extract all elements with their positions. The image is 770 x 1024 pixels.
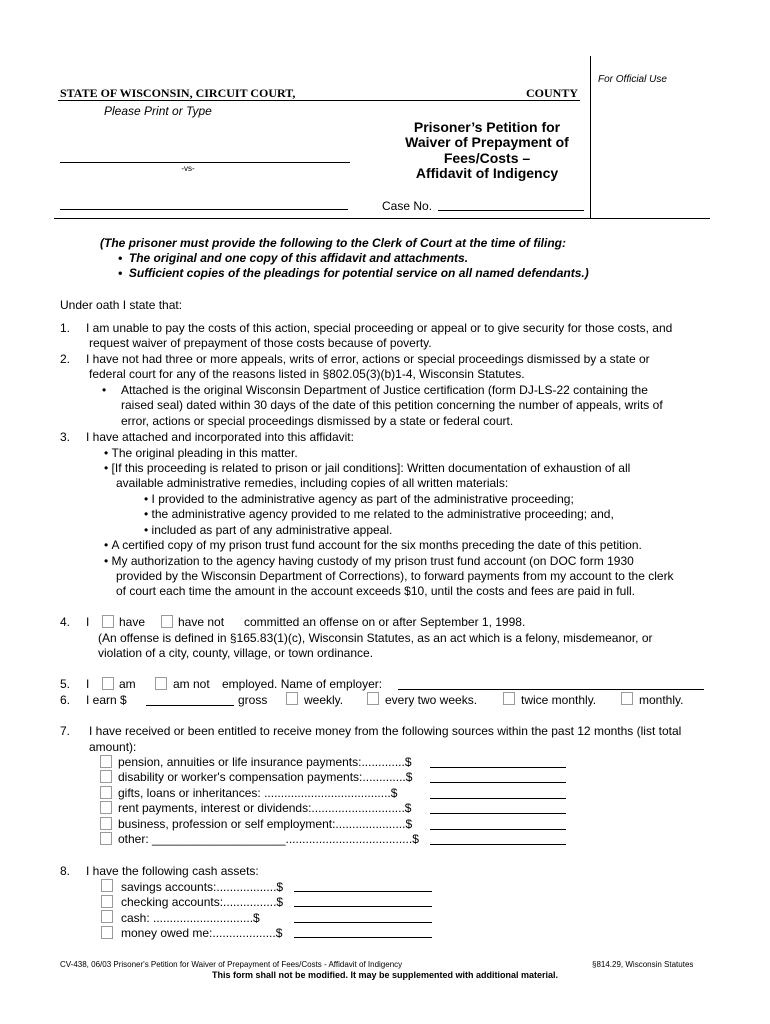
monthly-checkbox[interactable] xyxy=(621,692,633,705)
item-3-text: I have attached and incorporated into this affidavit: xyxy=(86,430,354,444)
disability-label: disability or worker's compensation payments:.............$ xyxy=(118,770,413,784)
weekly-label: weekly. xyxy=(304,693,344,707)
savings-checkbox[interactable] xyxy=(101,879,113,892)
monthly-label: monthly. xyxy=(639,693,684,707)
county-label: COUNTY xyxy=(526,86,579,100)
every-two-weeks-label: every two weeks. xyxy=(385,693,478,707)
gifts-label: gifts, loans or inheritances: ......................................$ xyxy=(118,786,398,800)
item-4-i: I xyxy=(86,615,90,629)
item-4-have-checkbox[interactable] xyxy=(102,615,114,628)
item-3-bullet-2-text: [If this proceeding is related to prison or jail conditions]: Written documentation of exhaustion of all xyxy=(111,461,631,475)
official-use-label: For Official Use xyxy=(598,74,667,85)
header-bottom-rule xyxy=(54,218,710,219)
item-5-i: I xyxy=(86,677,90,691)
item-1-line-a: I am unable to pay the costs of this action, special proceeding or appeal or to give security for those costs, and xyxy=(86,321,673,335)
checking-label: checking accounts:................$ xyxy=(121,895,284,909)
checking-amount-field[interactable] xyxy=(294,906,432,907)
weekly-checkbox[interactable] xyxy=(286,692,298,705)
item-5-text: employed. Name of employer: xyxy=(222,677,383,691)
gifts-amount-field[interactable] xyxy=(430,798,566,799)
other-amount-field[interactable] xyxy=(430,844,566,845)
business-checkbox[interactable] xyxy=(100,817,112,830)
pension-checkbox[interactable] xyxy=(100,755,112,768)
item-3-bullet-3-text: A certified copy of my prison trust fund account for the six months preceding the date of this petition. xyxy=(111,538,642,552)
item-3-number: 3. xyxy=(60,430,71,444)
item-5-am-not-checkbox[interactable] xyxy=(155,677,167,690)
item-1-line-b: request waiver of prepayment of those costs because of poverty. xyxy=(89,336,432,350)
form-title-1: Prisoner’s Petition for xyxy=(413,119,561,135)
instructions-bullet-2-text: Sufficient copies of the pleadings for potential service on all named defendants.) xyxy=(128,266,589,280)
item-3-bullet-1-text: The original pleading in this matter. xyxy=(111,446,298,460)
other-label: other: ____________________......................................$ xyxy=(118,832,419,846)
item-8-text: I have the following cash assets: xyxy=(86,864,259,878)
form-title-2: Waiver of Prepayment of xyxy=(405,134,569,150)
footer-statute: §814.29, Wisconsin Statutes xyxy=(592,960,694,969)
item-4-have-not-label: have not xyxy=(178,615,225,629)
rent-checkbox[interactable] xyxy=(100,801,112,814)
item-3-bullet-3: • A certified copy of my prison trust fund account for the six months preceding the date of this petition. xyxy=(104,538,642,552)
form-title-4: Affidavit of Indigency xyxy=(415,165,559,181)
gifts-checkbox[interactable] xyxy=(100,786,112,799)
instructions-bullet-1-text: The original and one copy of this affidavit and attachments. xyxy=(128,251,469,265)
item-3-bullet-4-text: My authorization to the agency having custody of my prison trust fund account (on DOC form 1930 xyxy=(111,554,634,568)
money-owed-amount-field[interactable] xyxy=(294,937,432,938)
every-two-weeks-checkbox[interactable] xyxy=(367,692,379,705)
item-4-have-not-checkbox[interactable] xyxy=(161,615,173,628)
rent-amount-field[interactable] xyxy=(430,813,566,814)
item-3-bullet-1: • The original pleading in this matter. xyxy=(104,446,298,460)
earnings-field[interactable] xyxy=(146,705,234,706)
item-5-number: 5. xyxy=(60,677,71,691)
instructions-bullet-2: • Sufficient copies of the pleadings for potential service on all named defendants.) xyxy=(118,266,589,280)
item-3-sub-3: • included as part of any administrative appeal. xyxy=(144,523,393,537)
footer-form-id: CV-438, 06/03 Prisoner's Petition for Waiver of Prepayment of Fees/Costs - Affidavit of Indigency xyxy=(60,960,403,969)
other-checkbox[interactable] xyxy=(100,832,112,845)
defendant-line[interactable] xyxy=(60,209,348,210)
pension-amount-field[interactable] xyxy=(430,767,566,768)
item-7-line-a: I have received or been entitled to receive money from the following sources within the past 12 months (list total xyxy=(89,724,682,738)
court-title: STATE OF WISCONSIN, CIRCUIT COURT, xyxy=(60,86,296,100)
cash-amount-field[interactable] xyxy=(294,922,432,923)
item-3-bullet-4-cont-2: of court each time the amount in the account exceeds $10, until the costs and fees are paid in full. xyxy=(116,584,635,598)
item-3-bullet-2: • [If this proceeding is related to prison or jail conditions]: Written documentation of exhaustion of all xyxy=(104,461,631,475)
business-amount-field[interactable] xyxy=(430,829,566,830)
item-4-number: 4. xyxy=(60,615,71,629)
item-3-sub-2: • the administrative agency provided to me related to the administrative proceeding; and, xyxy=(144,507,614,521)
case-no-label: Case No. xyxy=(382,199,433,213)
item-3-bullet-4-cont-1: provided by the Wisconsin Department of Corrections), to forward payments from my account to the clerk xyxy=(116,569,674,583)
oath-line: Under oath I state that: xyxy=(60,298,183,312)
cash-label: cash: ..............................$ xyxy=(121,911,260,925)
instructions-line: (The prisoner must provide the following to the Clerk of Court at the time of filing: xyxy=(100,236,567,250)
item-5-am-checkbox[interactable] xyxy=(102,677,114,690)
plaintiff-line[interactable] xyxy=(60,162,350,163)
item-4-line-c: violation of a city, county, village, or town ordinance. xyxy=(98,646,374,660)
instructions-bullet-1: • The original and one copy of this affidavit and attachments. xyxy=(118,251,469,265)
item-3-sub-1: • I provided to the administrative agency as part of the administrative proceeding; xyxy=(144,492,574,506)
item-2-line-a: I have not had three or more appeals, writs of error, actions or special proceedings dismissed by a state or xyxy=(86,352,650,366)
pension-label: pension, annuities or life insurance payments:.............$ xyxy=(118,755,412,769)
savings-label: savings accounts:..................$ xyxy=(121,880,284,894)
item-5-am-label: am xyxy=(119,677,136,691)
rent-label: rent payments, interest or dividends:............................$ xyxy=(118,801,412,815)
case-no-field[interactable] xyxy=(438,210,584,211)
twice-monthly-label: twice monthly. xyxy=(521,693,597,707)
footer-notice: This form shall not be modified. It may be supplemented with additional material. xyxy=(211,970,559,980)
item-2-number: 2. xyxy=(60,352,71,366)
item-3-bullet-4: • My authorization to the agency having custody of my prison trust fund account (on DOC form 1930 xyxy=(104,554,634,568)
item-2-line-b: federal court for any of the reasons listed in §802.05(3)(b)1-4, Wisconsin Statutes. xyxy=(89,367,525,381)
disability-checkbox[interactable] xyxy=(100,770,112,783)
item-1-number: 1. xyxy=(60,321,71,335)
item-3-sub-1-text: I provided to the administrative agency as part of the administrative proceeding; xyxy=(151,492,574,506)
item-2-bullet: • xyxy=(102,383,107,397)
print-note: Please Print or Type xyxy=(104,104,212,118)
checking-checkbox[interactable] xyxy=(101,895,113,908)
money-owed-label: money owed me:...................$ xyxy=(121,926,283,940)
vs-label: -vs- xyxy=(181,164,195,173)
item-2-bullet-line-a: Attached is the original Wisconsin Department of Justice certification (form DJ-LS-22 containing the xyxy=(121,383,648,397)
item-5-am-not-label: am not xyxy=(173,677,210,691)
item-3-bullet-2-cont: available administrative remedies, including copies of all written materials: xyxy=(116,476,509,490)
cash-checkbox[interactable] xyxy=(101,910,113,923)
item-6-gross: gross xyxy=(238,693,268,707)
item-4-have-label: have xyxy=(119,615,146,629)
item-2-bullet-line-b: raised seal) dated within 30 days of the date of this petition concerning the number of appeals, writs of xyxy=(121,398,663,412)
item-6-earn-label: I earn $ xyxy=(86,693,127,707)
form-title-3: Fees/Costs – xyxy=(443,150,531,166)
money-owed-checkbox[interactable] xyxy=(101,926,113,939)
disability-amount-field[interactable] xyxy=(430,782,566,783)
item-4-text: committed an offense on or after September 1, 1998. xyxy=(244,615,526,629)
item-7-number: 7. xyxy=(60,724,71,738)
twice-monthly-checkbox[interactable] xyxy=(503,692,515,705)
item-2-bullet-line-c: error, actions or special proceedings dismissed by a state or federal court. xyxy=(121,414,514,428)
item-6-number: 6. xyxy=(60,693,71,707)
item-8-number: 8. xyxy=(60,864,71,878)
savings-amount-field[interactable] xyxy=(294,891,432,892)
item-3-sub-3-text: included as part of any administrative appeal. xyxy=(151,523,393,537)
employer-name-field[interactable] xyxy=(398,689,704,690)
item-7-line-b: amount): xyxy=(89,740,137,754)
item-4-line-b: (An offense is defined in §165.83(1)(c), Wisconsin Statutes, as an act which is a felony, misdemeanor, or xyxy=(98,631,653,645)
business-label: business, profession or self employment:.....................$ xyxy=(118,817,413,831)
item-3-sub-2-text: the administrative agency provided to me related to the administrative proceeding; and, xyxy=(151,507,614,521)
